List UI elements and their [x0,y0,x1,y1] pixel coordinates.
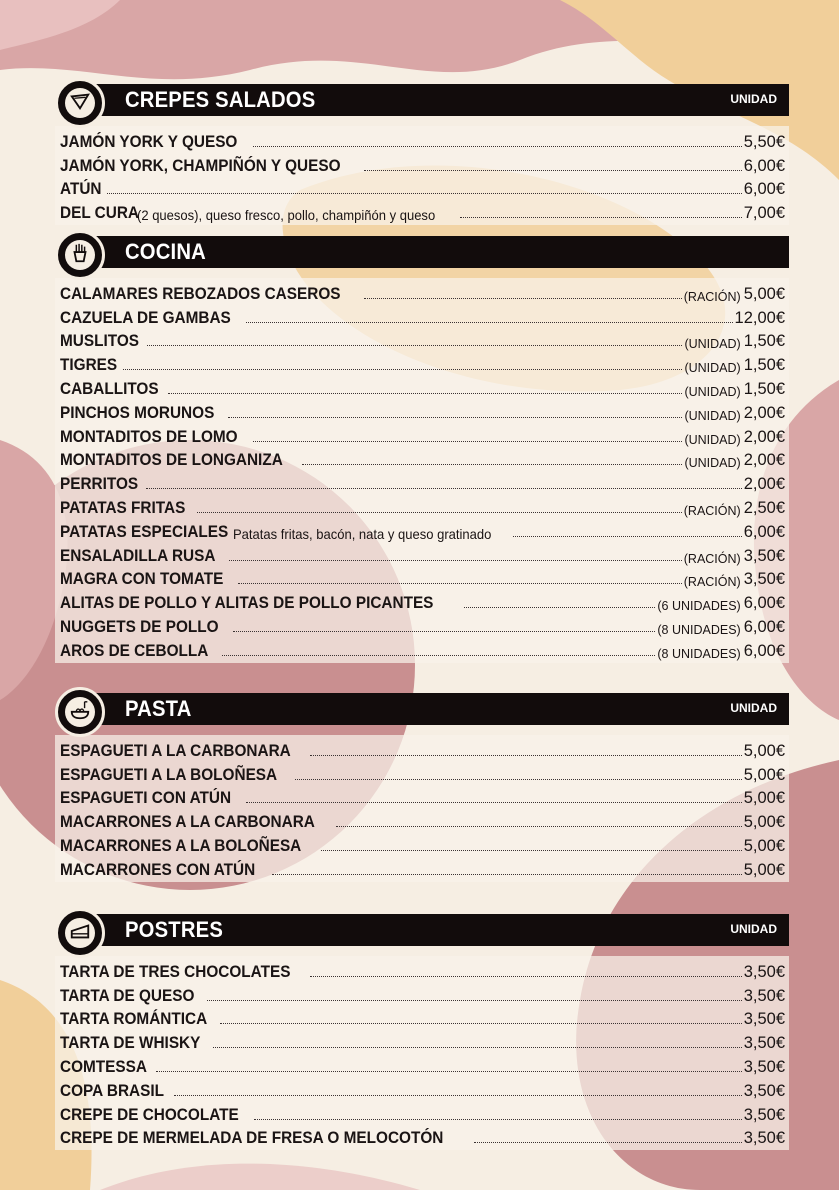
menu-item [60,1125,785,1149]
cake-slice-icon [69,920,91,947]
item-price: 3,50€ [743,986,785,1005]
menu-item [60,542,785,566]
item-price: 2,00€ [743,427,785,446]
menu-item [60,856,785,880]
dot-leader [253,146,742,147]
menu-item [60,1029,785,1053]
item-portion: (UNIDAD) [684,384,741,399]
menu-item [60,423,785,447]
dot-leader [246,802,742,803]
item-price: 2,00€ [743,451,785,470]
menu-item [60,494,785,518]
dot-leader [147,345,683,346]
item-price: 5,00€ [743,860,785,879]
dot-leader [156,1071,742,1072]
dot-leader [220,1023,741,1024]
section-header [73,84,789,116]
dot-leader [364,298,682,299]
crepe-icon [69,90,91,117]
item-name: TARTA DE QUESO [60,986,195,1005]
item-price: 3,50€ [743,1081,785,1100]
dot-leader [233,631,656,632]
section-header [73,236,789,268]
dot-leader [460,217,742,218]
item-list [55,956,789,1150]
unit-label: UNIDAD [730,922,777,936]
dot-leader [302,464,683,465]
pasta-icon [69,699,91,726]
item-name: ALITAS DE POLLO Y ALITAS DE POLLO PICANTES [60,594,434,613]
item-name: ESPAGUETI CON ATÚN [60,789,232,808]
section-badge [55,230,105,280]
section-header [73,914,789,946]
item-price: 6,00€ [743,180,785,199]
menu-item [60,982,785,1006]
item-name: CAZUELA DE GAMBAS [60,308,231,327]
section-title: PASTA [125,696,192,721]
dot-leader [168,393,682,394]
item-portion: (8 UNIDADES) [657,646,741,661]
item-portion: (RACIÓN) [683,503,741,518]
item-list [55,278,789,663]
item-name: MONTADITOS DE LOMO [60,427,238,446]
item-portion: (RACIÓN) [683,551,741,566]
item-name: MACARRONES A LA BOLOÑESA [60,836,302,855]
item-portion: (RACIÓN) [683,289,741,304]
item-name: ATÚN [60,180,102,199]
item-price: 6,00€ [743,617,785,636]
item-price: 5,00€ [743,789,785,808]
item-name: MONTADITOS DE LONGANIZA [60,451,283,470]
section-badge [55,908,105,958]
menu-item [60,351,785,375]
section-title: COCINA [125,239,206,264]
item-price: 6,00€ [743,522,785,541]
dot-leader [310,755,742,756]
item-name: TARTA DE TRES CHOCOLATES [60,962,291,981]
item-price: 5,00€ [743,813,785,832]
item-portion: (RACIÓN) [683,575,741,590]
section-badge [55,687,105,737]
dot-leader [238,583,682,584]
item-name: NUGGETS DE POLLO [60,617,219,636]
section-title: POSTRES [125,917,224,942]
section-header [73,693,789,725]
item-portion: (UNIDAD) [684,456,741,471]
menu-item [60,399,785,423]
dot-leader [213,1047,742,1048]
item-list [55,126,789,225]
section-pasta [55,693,789,882]
menu-item [60,375,785,399]
item-name: DEL CURA [60,204,140,223]
menu-item [60,152,785,176]
item-portion: (UNIDAD) [684,432,741,447]
item-price: 2,00€ [743,403,785,422]
dot-leader [229,560,682,561]
dot-leader [254,1119,741,1120]
item-name: CREPE DE MERMELADA DE FRESA O MELOCOTÓN [60,1129,444,1148]
item-name: JAMÓN YORK Y QUESO [60,132,238,151]
item-portion: (6 UNIDADES) [657,599,741,614]
menu-item [60,176,785,200]
menu-item [60,566,785,590]
fries-icon [69,242,91,269]
dot-leader [364,170,742,171]
menu-item [60,808,785,832]
item-name: MAGRA CON TOMATE [60,570,224,589]
item-name: CREPE DE CHOCOLATE [60,1105,239,1124]
dot-leader [336,826,742,827]
section-title: CREPES SALADOS [125,87,316,112]
dot-leader [123,369,682,370]
dot-leader [310,976,742,977]
item-price: 3,50€ [743,1057,785,1076]
item-description: Patatas fritas, bacón, nata y queso gratinado [232,525,492,542]
item-price: 3,50€ [743,1010,785,1029]
item-name: ESPAGUETI A LA BOLOÑESA [60,765,278,784]
section-postres [55,914,789,1150]
item-name: COPA BRASIL [60,1081,165,1100]
menu-item [60,1053,785,1077]
item-description: (2 quesos), queso fresco, pollo, champiñón y queso [136,207,436,224]
dot-leader [246,322,733,323]
item-price: 3,50€ [743,962,785,981]
item-name: TIGRES [60,356,118,375]
item-price: 1,50€ [743,332,785,351]
item-price: 1,50€ [743,379,785,398]
item-price: 12,00€ [734,308,785,327]
section-badge [55,78,105,128]
item-price: 7,00€ [743,204,785,223]
menu-item [60,737,785,761]
dot-leader [295,779,741,780]
menu-item [60,589,785,613]
menu-item [60,199,785,223]
item-name: CALAMARES REBOZADOS CASEROS [60,284,341,303]
item-price: 3,50€ [743,570,785,589]
item-portion: (8 UNIDADES) [657,622,741,637]
item-name: MACARRONES CON ATÚN [60,860,256,879]
item-name: TARTA ROMÁNTICA [60,1010,208,1029]
item-name: PERRITOS [60,475,139,494]
item-price: 2,50€ [743,498,785,517]
menu-item [60,280,785,304]
item-name: PINCHOS MORUNOS [60,403,215,422]
menu-item [60,613,785,637]
menu-item [60,447,785,471]
item-price: 6,00€ [743,156,785,175]
item-price: 3,50€ [743,1105,785,1124]
menu-item [60,128,785,152]
item-price: 1,50€ [743,356,785,375]
item-price: 5,00€ [743,741,785,760]
menu-item [60,1077,785,1101]
item-price: 3,50€ [743,546,785,565]
item-name: CABALLITOS [60,379,159,398]
item-price: 3,50€ [743,1034,785,1053]
menu-item [60,304,785,328]
dot-leader [207,1000,742,1001]
item-portion: (UNIDAD) [684,408,741,423]
unit-label: UNIDAD [730,701,777,715]
dot-leader [107,193,742,194]
section-crepes-salados [55,84,789,225]
item-price: 6,00€ [743,594,785,613]
item-price: 2,00€ [743,475,785,494]
dot-leader [228,417,683,418]
section-cocina [55,236,789,663]
item-name: MUSLITOS [60,332,140,351]
menu-item [60,470,785,494]
menu-item [60,328,785,352]
dot-leader [146,488,742,489]
item-name: ENSALADILLA RUSA [60,546,216,565]
item-portion: (UNIDAD) [684,361,741,376]
menu-item [60,958,785,982]
dot-leader [197,512,682,513]
item-name: TARTA DE WHISKY [60,1034,201,1053]
menu-item [60,637,785,661]
item-name: COMTESSA [60,1057,147,1076]
item-name: JAMÓN YORK, CHAMPIÑÓN Y QUESO [60,156,341,175]
menu-item [60,1101,785,1125]
menu-item [60,832,785,856]
item-name: MACARRONES A LA CARBONARA [60,813,315,832]
item-name: ESPAGUETI A LA CARBONARA [60,741,291,760]
dot-leader [321,850,741,851]
menu-item [60,785,785,809]
item-portion: (UNIDAD) [684,337,741,352]
dot-leader [174,1095,742,1096]
dot-leader [272,874,742,875]
item-price: 6,00€ [743,641,785,660]
menu-item [60,1006,785,1030]
dot-leader [464,607,656,608]
dot-leader [474,1142,741,1143]
item-price: 5,00€ [743,765,785,784]
item-price: 5,00€ [743,284,785,303]
unit-label: UNIDAD [730,92,777,106]
dot-leader [253,441,682,442]
menu-item [60,761,785,785]
item-price: 5,50€ [743,132,785,151]
item-price: 3,50€ [743,1129,785,1148]
dot-leader [513,536,742,537]
item-price: 5,00€ [743,836,785,855]
item-name: AROS DE CEBOLLA [60,641,209,660]
dot-leader [222,655,656,656]
item-name: PATATAS ESPECIALES [60,522,229,541]
item-list [55,735,789,882]
item-name: PATATAS FRITAS [60,498,186,517]
menu-item [60,518,785,542]
